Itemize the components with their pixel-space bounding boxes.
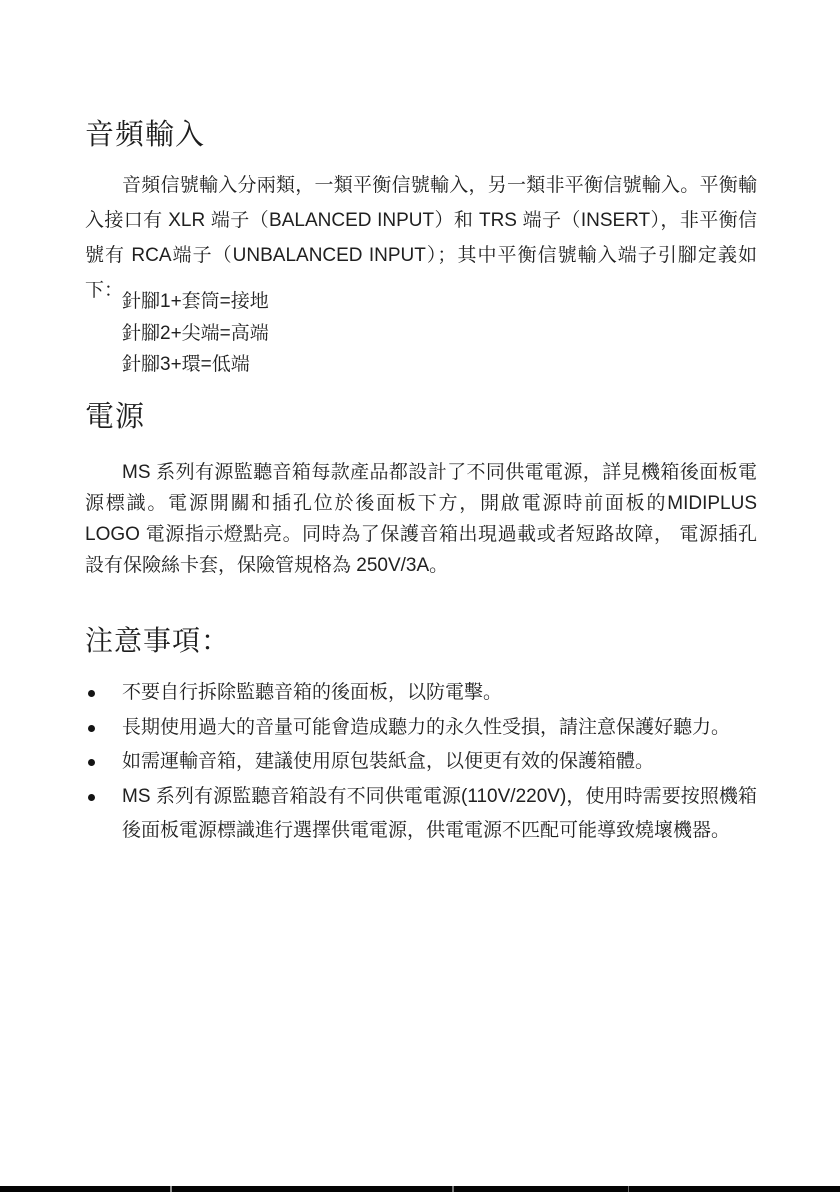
pin-definition-list (122, 286, 269, 381)
section-heading-notices: 注意事項： (85, 625, 231, 656)
pin-definition-line: 針腳1+套筒=接地 (122, 291, 269, 312)
bullet-icon (88, 759, 95, 766)
bullet-icon (88, 690, 95, 697)
bullet-icon (88, 725, 95, 732)
notice-item-text: 如需運輸音箱，建議使用原包裝紙盒，以便更有效的保護箱體。 (122, 751, 655, 772)
notice-item (85, 711, 757, 746)
bullet-icon (88, 794, 95, 801)
notice-item (85, 676, 757, 711)
pin-definition-line: 針腳2+尖端=高端 (122, 322, 269, 344)
notice-list (85, 676, 757, 849)
notice-item-text: MS 系列有源監聽音箱設有不同供電電源(110V/220V)，使用時需要按照機箱後面板電源標識進行選擇供電電源，供電電源不匹配可能導致燒壞機器。 (122, 785, 757, 841)
power-paragraph: MS 系列有源監聽音箱每款產品都設計了不同供電電源，詳見機箱後面板電源標識。電源開關和插孔位於後面板下方，開啟電源時前面板的MIDIPLUS LOGO 電源指示燈點亮。同時為了保護音箱出現過載或者短路故障， 電源插孔設有保險絲卡套，保險管規格為 250V/3A。 (85, 462, 757, 576)
notice-item-text: 長期使用過大的音量可能會造成聽力的永久性受損，請注意保護好聽力。 (122, 716, 731, 738)
audio-input-paragraph: 音頻信號輸入分兩類，一類平衡信號輸入，另一類非平衡信號輸入。平衡輸入接口有 XLR 端子（BALANCED INPUT）和 TRS 端子（INSERT），非平衡信號有 RCA端子（UNBALANCED INPUT）；其中平衡信號輸入端子引腳定義如下： (85, 175, 757, 301)
section-heading-audio-input: 音頻輸入 (85, 119, 206, 151)
notice-item-text: 不要自行拆除監聽音箱的後面板，以防電擊。 (122, 682, 503, 703)
page-bottom-edge (0, 1186, 840, 1192)
notice-item (85, 780, 757, 849)
section-heading-power: 電源 (85, 401, 146, 433)
notice-item (85, 745, 757, 780)
pin-definition-line: 針腳3+環=低端 (122, 354, 250, 375)
